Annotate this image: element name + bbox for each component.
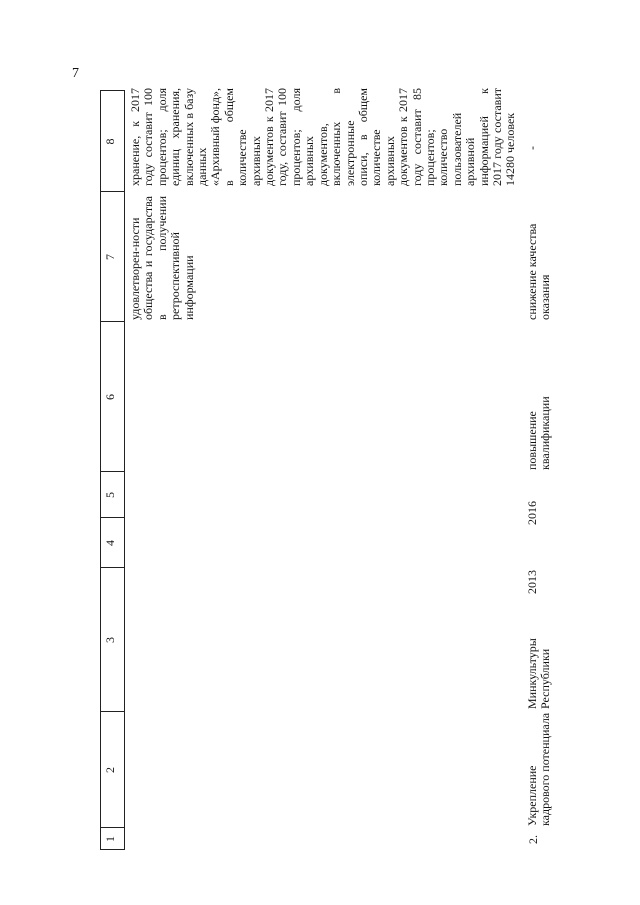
header-col-6: 6 xyxy=(103,394,117,400)
row-indicator: - xyxy=(525,146,539,150)
rotated-table-page xyxy=(100,90,620,850)
row-result: повышение квалификации xyxy=(525,396,553,470)
page-number: 7 xyxy=(72,66,79,81)
header-bottom-rule xyxy=(124,90,125,850)
prev-row-col7-text: удовлетворен-ности общества и государства в получении ретроспективной информации xyxy=(128,196,196,320)
header-col-4: 4 xyxy=(103,540,117,546)
row-executor: Минкультуры Республики xyxy=(525,638,553,709)
header-col-8: 8 xyxy=(103,138,117,145)
header-top-rule xyxy=(100,90,101,850)
row-consequence: снижение качества оказания xyxy=(525,223,553,320)
row-number: 2. xyxy=(526,835,540,844)
header-col-7: 7 xyxy=(103,254,117,260)
header-col-3: 3 xyxy=(103,637,117,643)
row-name: Укрепление кадрового потенциала xyxy=(525,712,553,826)
row-end-year: 2016 xyxy=(525,501,539,525)
row-start-year: 2013 xyxy=(525,570,539,594)
header-col-2: 2 xyxy=(103,767,117,773)
header-col-1: 1 xyxy=(103,836,117,842)
header-col-5: 5 xyxy=(103,492,117,498)
prev-row-col8-text: хранение, к 2017 году составит 100 процентов; доля единиц хранения, включенных в базу данных «Архивный фонд», в общем количестве архивных документов к 2017 году, составит 100 процентов; доля архивных документов, включенных в электронные описи, в общем количестве архивных документов к 2017 году составит 85 процентов; количество пользователей архивной информацией к 2017 году составит 14280 человек xyxy=(128,88,518,186)
